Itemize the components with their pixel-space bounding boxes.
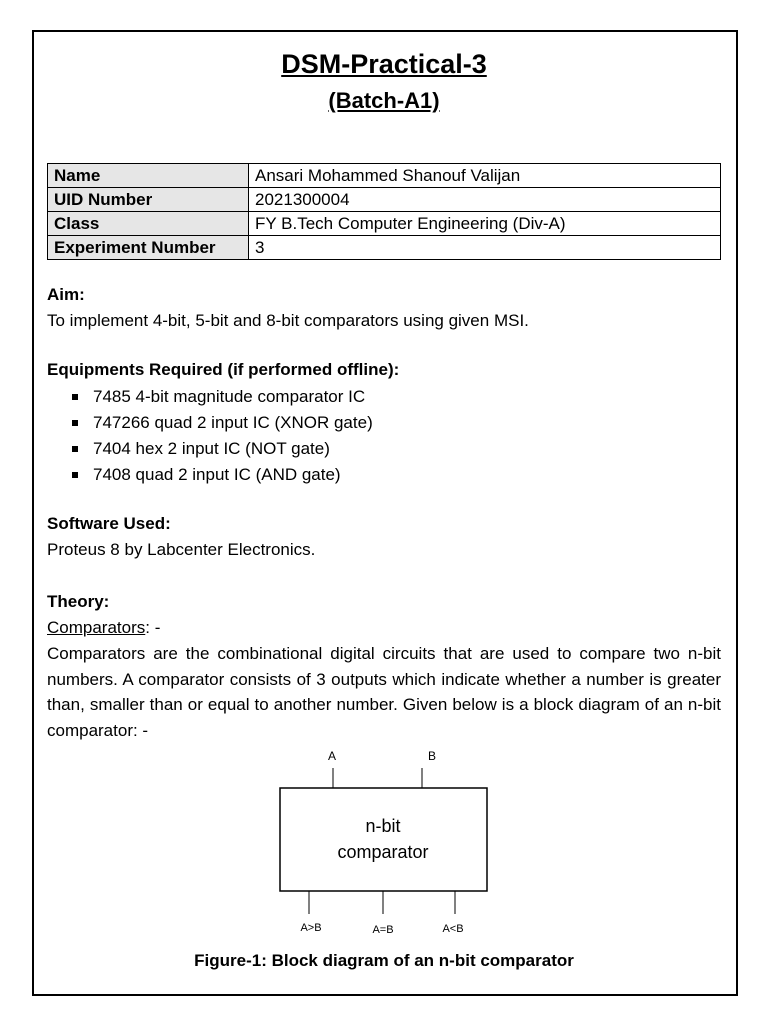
table-row: [48, 236, 721, 260]
equipment-item-label: 7485 4-bit magnitude comparator IC: [93, 387, 366, 406]
document-subtitle: (Batch-A1): [328, 88, 440, 113]
aim-heading: Aim:: [47, 285, 85, 304]
aim-text: To implement 4-bit, 5-bit and 8-bit comparators using given MSI.: [47, 311, 529, 330]
uid-label: UID Number: [48, 188, 249, 212]
list-item: [47, 384, 373, 410]
comparator-block-diagram: [47, 744, 721, 944]
name-label: Name: [48, 164, 249, 188]
document-content: [47, 44, 721, 970]
equipment-heading: Equipments Required (if performed offline):: [47, 360, 400, 379]
list-item: [47, 462, 373, 488]
input-b-label: B: [428, 749, 437, 763]
list-item: [47, 410, 373, 436]
bullet-icon: [72, 472, 78, 478]
software-text: Proteus 8 by Labcenter Electronics.: [47, 540, 316, 559]
output-gt-label: A>B: [300, 922, 322, 934]
bullet-icon: [72, 394, 78, 400]
equipment-item-label: 7408 quad 2 input IC (AND gate): [93, 465, 341, 484]
theory-paragraph: Comparators are the combinational digital circuits that are used to compare two n-bit numbers. A comparator consists of 3 outputs which indicate whether a number is greater than, smaller than or equal to another number. Given below is a block diagram of an n-bit comparator: -: [47, 644, 721, 740]
output-eq-label: A=B: [372, 924, 394, 936]
list-item: [47, 436, 373, 462]
subheading-suffix: : -: [145, 618, 161, 637]
uid-value: 2021300004: [249, 188, 721, 212]
equipment-item-label: 747266 quad 2 input IC (XNOR gate): [93, 413, 373, 432]
comparator-block: [280, 788, 487, 891]
comparators-link-text: Comparators: [47, 618, 146, 637]
software-heading: Software Used:: [47, 514, 171, 533]
theory-heading: Theory:: [47, 592, 110, 611]
experiment-label: Experiment Number: [48, 236, 249, 260]
bullet-icon: [72, 446, 78, 452]
class-value: FY B.Tech Computer Engineering (Div-A): [249, 212, 721, 236]
document-title: DSM-Practical-3: [281, 49, 487, 79]
figure-caption: Figure-1: Block diagram of an n-bit comparator: [194, 951, 574, 970]
output-lt-label: A<B: [442, 923, 464, 935]
table-row: [48, 212, 721, 236]
name-value: Ansari Mohammed Shanouf Valijan: [249, 164, 721, 188]
experiment-value: 3: [249, 236, 721, 260]
equipment-list: [47, 384, 373, 488]
comparators-subheading: [47, 618, 160, 638]
table-row: [48, 164, 721, 188]
block-label-line2: comparator: [337, 842, 429, 862]
class-label: Class: [48, 212, 249, 236]
bullet-icon: [72, 420, 78, 426]
input-a-label: A: [328, 749, 337, 763]
equipment-item-label: 7404 hex 2 input IC (NOT gate): [93, 439, 330, 458]
block-label-line1: n-bit: [365, 816, 401, 836]
student-info-table: [47, 163, 721, 260]
table-row: [48, 188, 721, 212]
